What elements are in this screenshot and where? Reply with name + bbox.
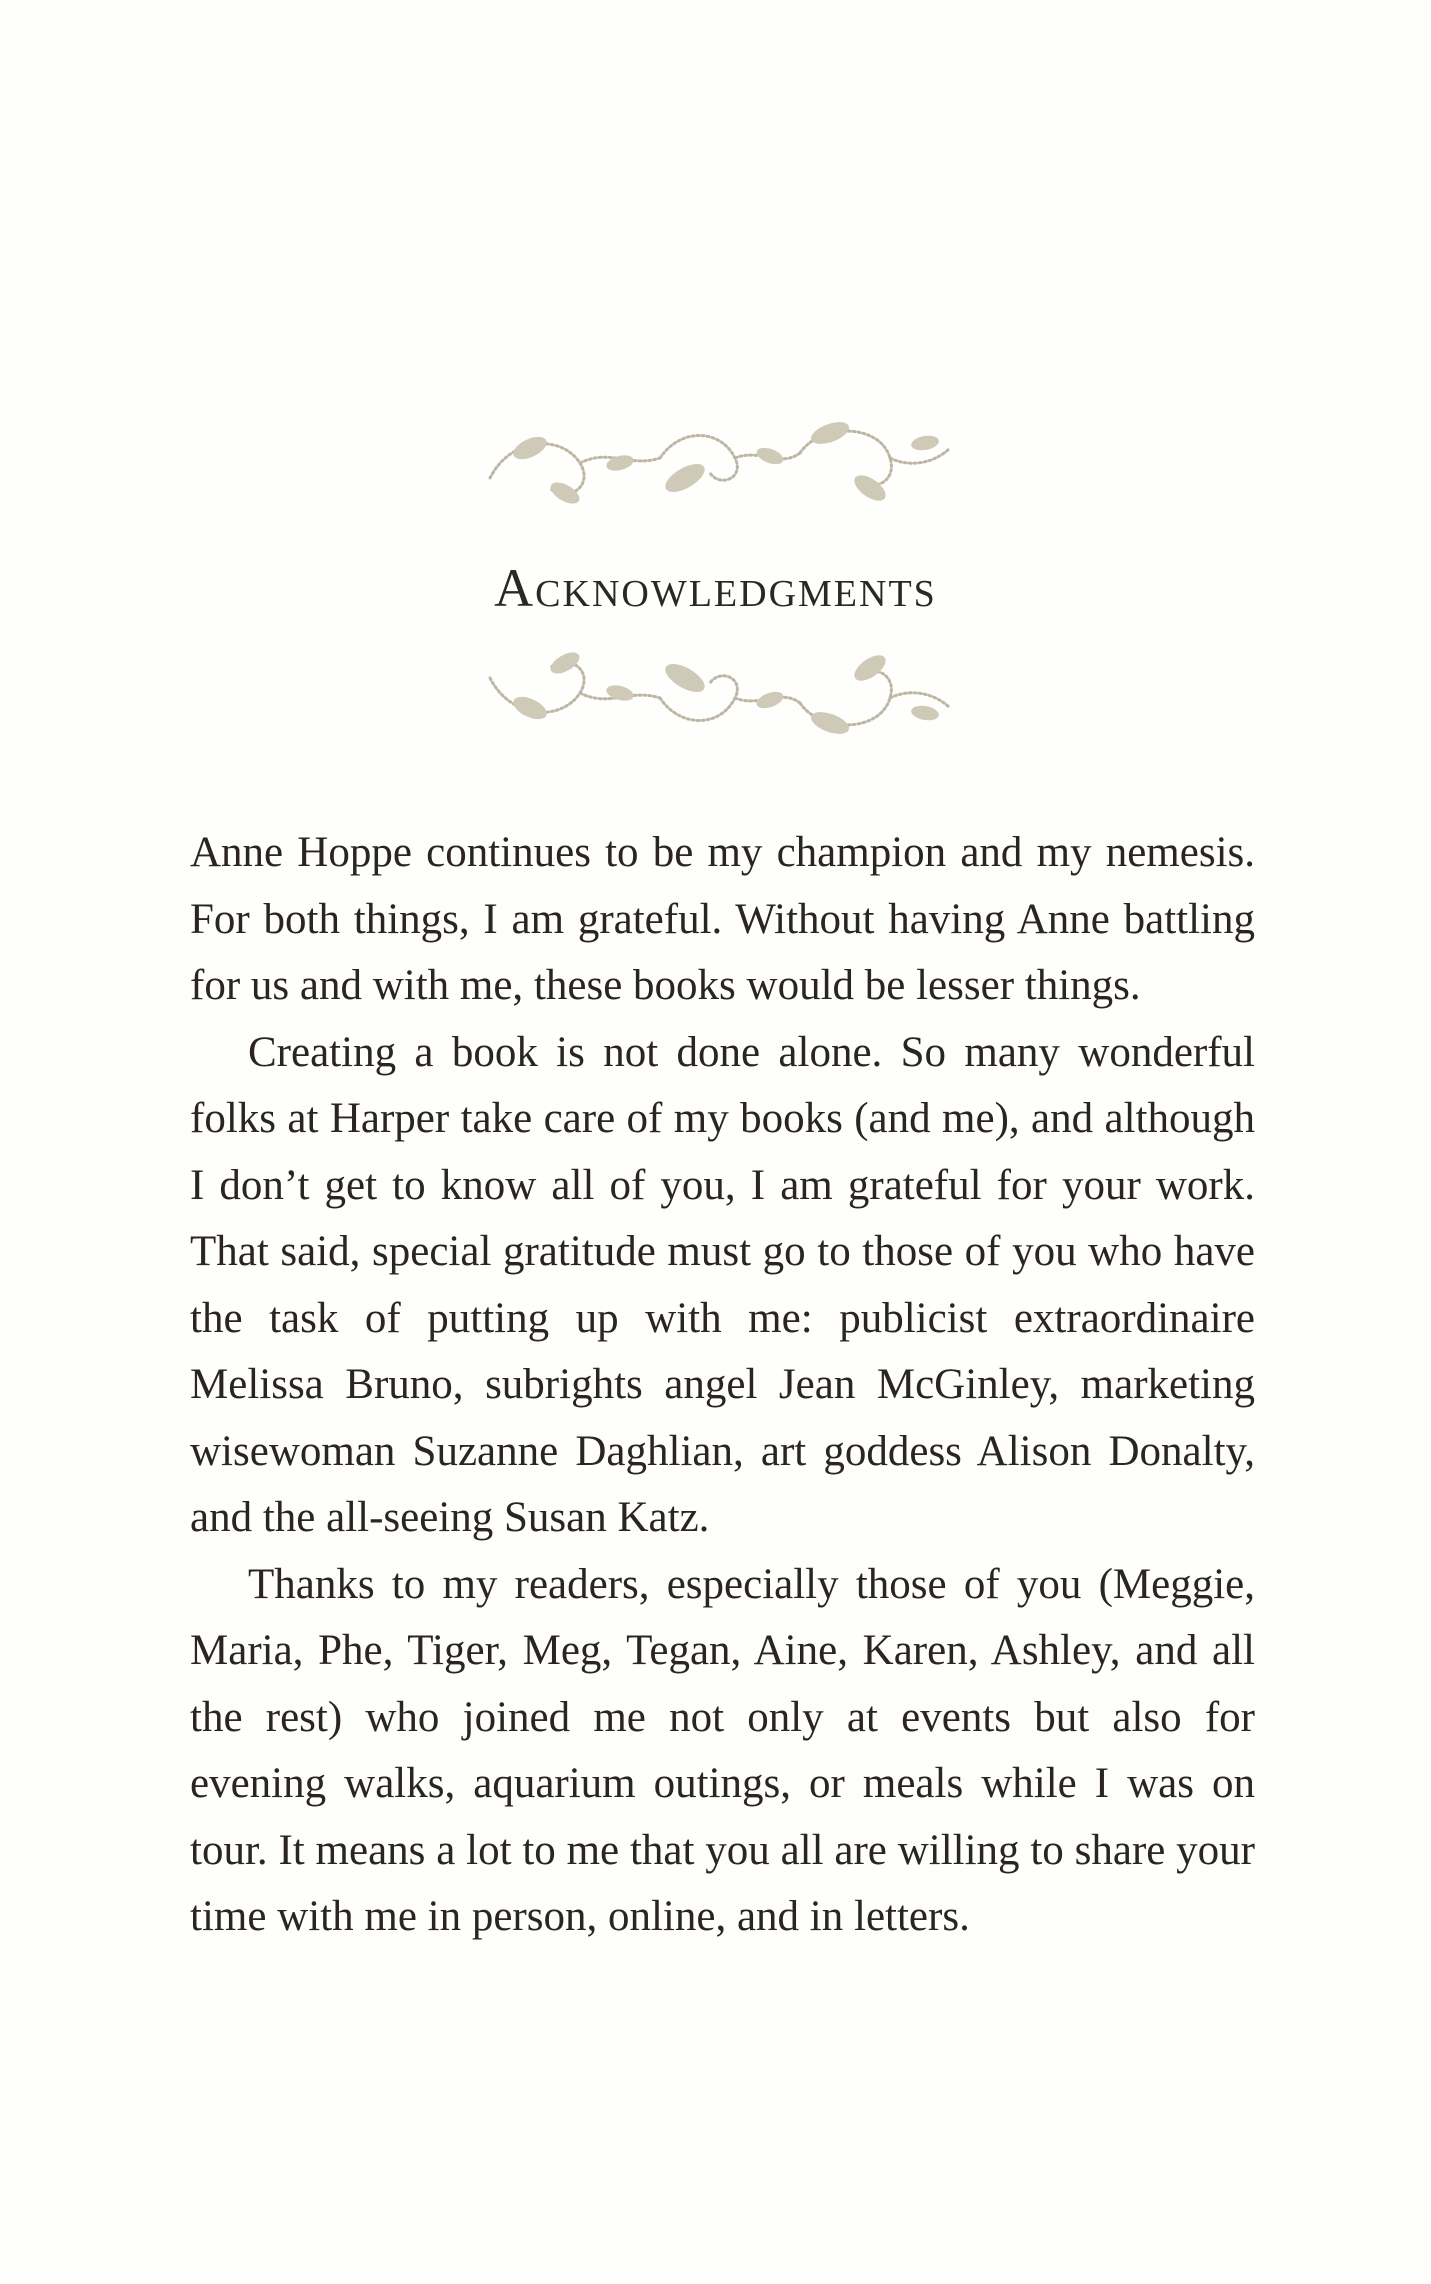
paragraph-1: Anne Hoppe continues to be my champion and my nemesis. For both things, I am grateful. Without having Anne battling for us and with me, these books would be lesser things. (190, 829, 1255, 1009)
vine-ornament-bottom-icon (470, 638, 970, 748)
vine-ornament-top-icon (470, 408, 970, 518)
acknowledgments-body (190, 820, 1255, 1951)
paragraph-2: Creating a book is not done alone. So many wonderful folks at Harper take care of my books (and me), and although I don’t get to know all of you, I am grateful for your work. That said, special gratitude must go to those of you who have the task of putting up with me: publicist extraordinaire Melissa Bruno, subrights angel Jean McGinley, marketing wisewoman Suzanne Daghlian, art goddess Alison Donalty, and the all-seeing Susan Katz. (190, 1028, 1255, 1541)
page-title: Acknowledgments (494, 558, 937, 618)
paragraph-3: Thanks to my readers, especially those of you (Meggie, Maria, Phe, Tiger, Meg, Tegan, Aine, Karen, Ashley, and all the rest) who joined me not only at events but also for evening walks, aquarium outings, or meals while I was on tour. It means a lot to me that you all are willing to share your time with me in person, online, and in letters. (190, 1560, 1255, 1940)
